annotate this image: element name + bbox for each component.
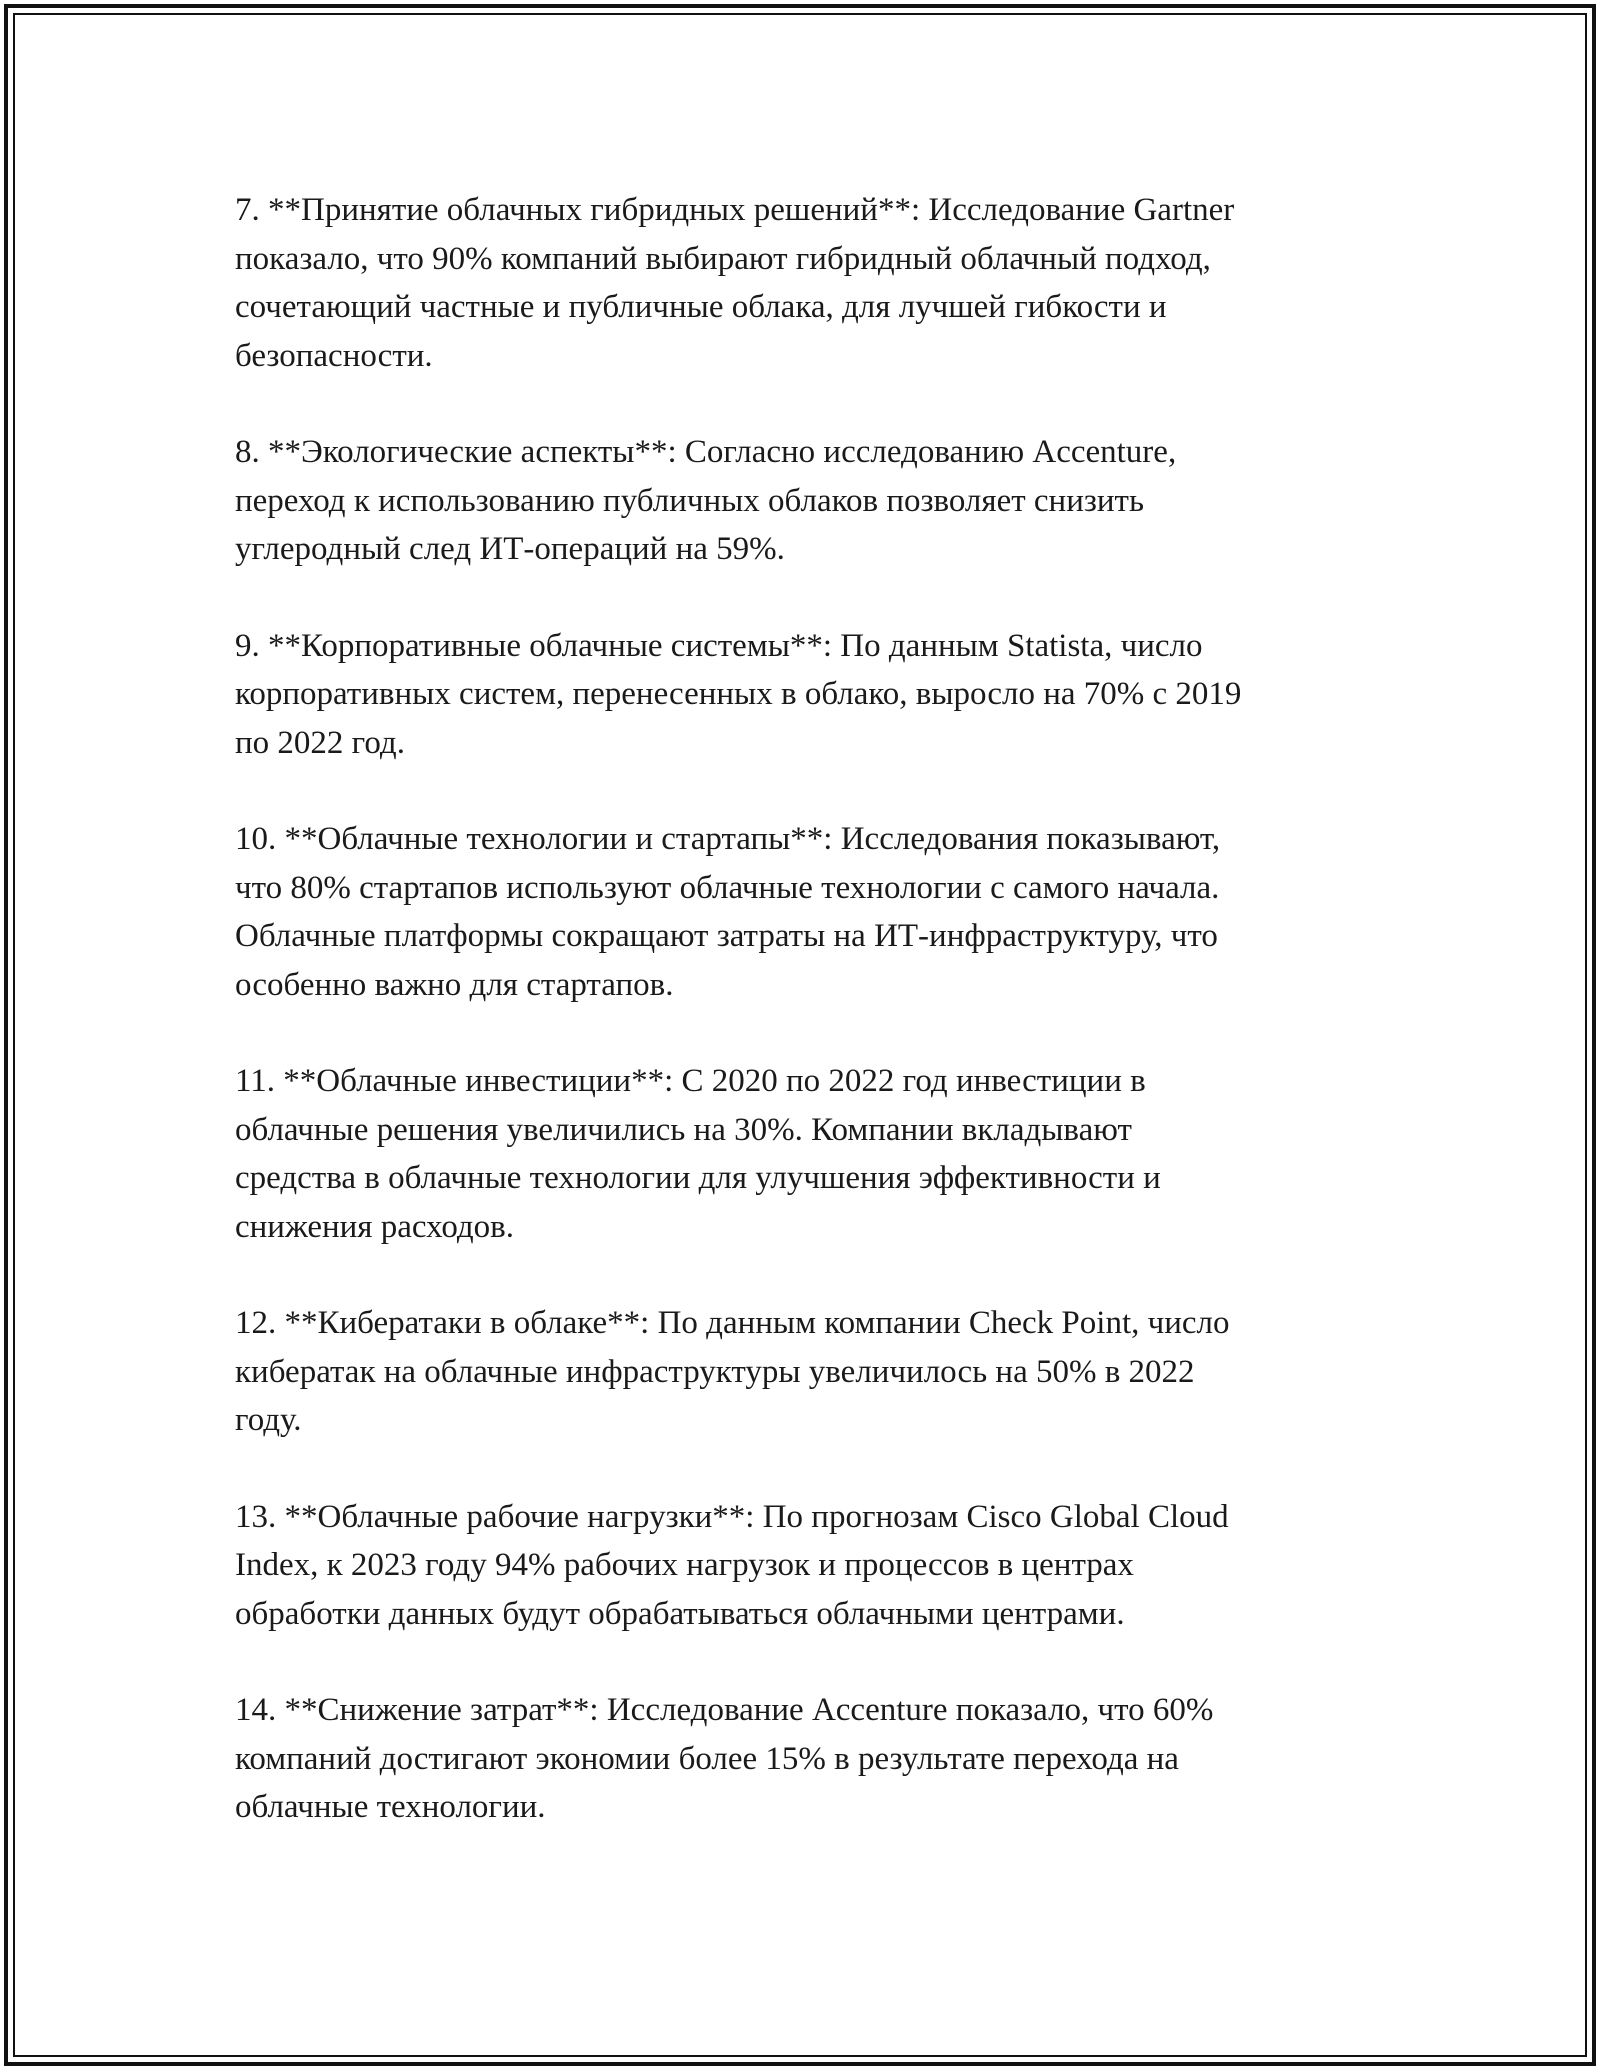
text-line: 8. **Экологические аспекты**: Согласно исследованию Accenture,	[235, 434, 1177, 470]
document-body	[235, 186, 1375, 1880]
text-line: переход к использованию публичных облаков позволяет снизить	[235, 482, 1145, 519]
text-line: году.	[235, 1402, 302, 1438]
text-line: Index, к 2023 году 94% рабочих нагрузок и процессов в центрах	[235, 1547, 1134, 1583]
text-line: обработки данных будут обрабатываться облачными центрами.	[235, 1595, 1125, 1632]
list-item-8	[235, 428, 1375, 574]
text-line: 9. **Корпоративные облачные системы**: По данным Statista, число	[235, 627, 1203, 664]
list-item-13	[235, 1493, 1375, 1639]
text-line: особенно важно для стартапов.	[235, 966, 674, 1003]
text-line: облачные технологии.	[235, 1789, 546, 1825]
text-line: средства в облачные технологии для улучшения эффективности и	[235, 1160, 1161, 1196]
list-item-7	[235, 186, 1375, 380]
text-line: облачные решения увеличились на 30%. Компании вкладывают	[235, 1111, 1132, 1148]
text-line: 7. **Принятие облачных гибридных решений**: Исследование Gartner	[235, 192, 1235, 228]
text-line: 13. **Облачные рабочие нагрузки**: По прогнозам Cisco Global Cloud	[235, 1498, 1229, 1535]
list-item-11	[235, 1057, 1375, 1251]
text-line: по 2022 год.	[235, 724, 405, 761]
text-line: сочетающий частные и публичные облака, для лучшей гибкости и	[235, 289, 1167, 325]
text-line: безопасности.	[235, 337, 433, 374]
list-item-9	[235, 622, 1375, 768]
text-line: что 80% стартапов используют облачные технологии с самого начала.	[235, 869, 1220, 906]
list-item-14	[235, 1686, 1375, 1832]
list-item-10	[235, 815, 1375, 1009]
text-line: кибератак на облачные инфраструктуры увеличилось на 50% в 2022	[235, 1353, 1195, 1390]
text-line: корпоративных систем, перенесенных в облако, выросло на 70% с 2019	[235, 676, 1242, 712]
text-line: 10. **Облачные технологии и стартапы**: Исследования показывают,	[235, 821, 1221, 857]
list-item-12	[235, 1299, 1375, 1445]
text-line: показало, что 90% компаний выбирают гибридный облачный подход,	[235, 240, 1211, 277]
text-line: 14. **Снижение затрат**: Исследование Accenture показало, что 60%	[235, 1692, 1214, 1728]
text-line: компаний достигают экономии более 15% в результате перехода на	[235, 1740, 1179, 1777]
text-line: снижения расходов.	[235, 1208, 515, 1245]
text-line: Облачные платформы сокращают затраты на ИТ-инфраструктуру, что	[235, 918, 1218, 954]
text-line: углеродный след ИТ-операций на 59%.	[235, 531, 785, 567]
text-line: 12. **Кибератаки в облаке**: По данным компании Check Point, число	[235, 1305, 1230, 1341]
text-line: 11. **Облачные инвестиции**: С 2020 по 2022 год инвестиции в	[235, 1063, 1146, 1099]
